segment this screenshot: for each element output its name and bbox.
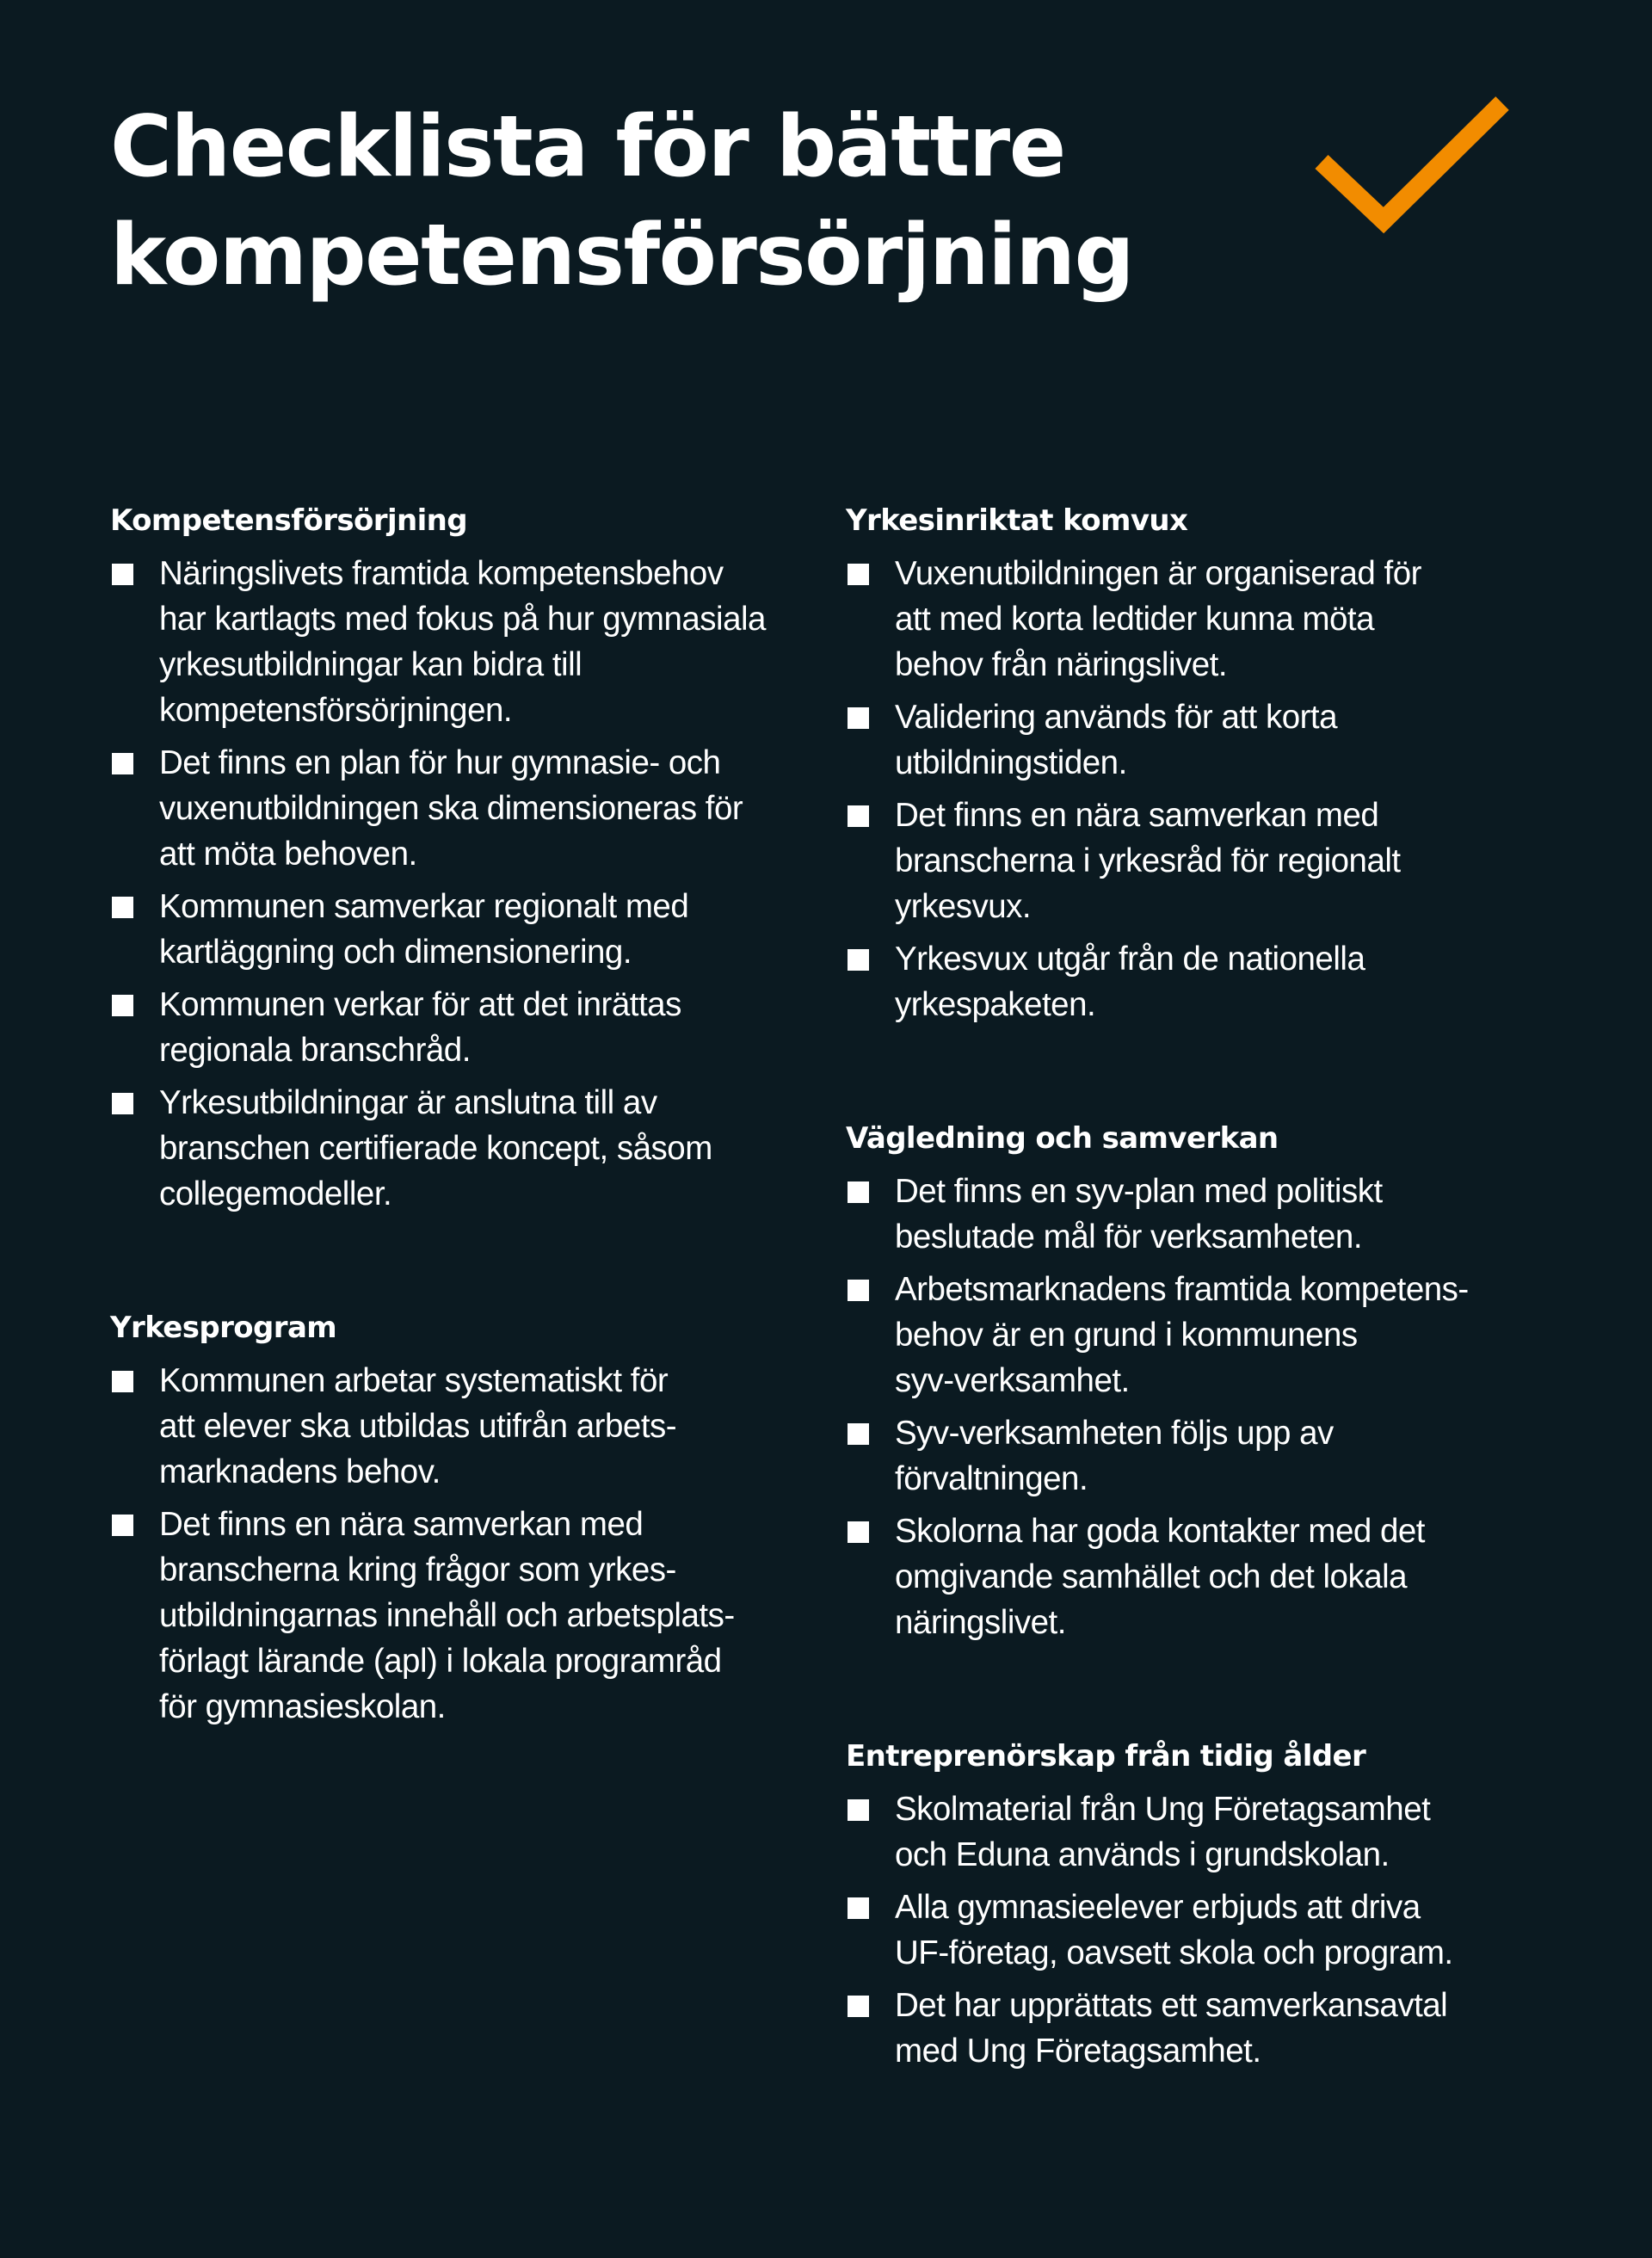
checklist-item-text [895,1786,1517,1878]
section-heading: Kompetensförsörjning [110,503,468,538]
checklist-item-line: branschen certifierade koncept, såsom [159,1130,712,1167]
checklist-item-line: Yrkesvux utgår från de nationella [895,941,1365,978]
checklist-item-line: kompetensförsörjningen. [159,692,513,729]
checkbox-square-icon [848,1423,869,1445]
checklist-item-text [159,1358,798,1495]
checklist-item [110,740,798,877]
checkbox-square-icon [848,949,869,971]
checkbox-square-icon [848,805,869,827]
checklist-item-text [159,1502,798,1730]
checkbox-square-icon [112,1515,133,1536]
checkbox-square-icon [848,1280,869,1301]
checklist-item [846,551,1517,688]
checkmark-stroke [1322,103,1502,220]
checklist-item-text [895,551,1517,688]
checklist-item-text [895,1410,1517,1502]
checklist-item-line: Alla gymnasieelever erbjuds att driva [895,1889,1421,1926]
checkmark-icon [1308,86,1523,258]
checklist-items [846,551,1517,1027]
checkbox-square-icon [112,995,133,1016]
checklist-item [846,1169,1517,1260]
checklist-item-text [895,1885,1517,1976]
checklist-item-line: förlagt lärande (apl) i lokala programråd [159,1643,722,1680]
checkbox-square-icon [848,707,869,729]
checklist-item-text [895,793,1517,929]
checklist-item-line: branscherna i yrkesråd för regionalt [895,842,1401,879]
checklist-item-line: vuxenutbildningen ska dimensioneras för [159,790,743,827]
checklist-item [846,1885,1517,1976]
checklist-item-text [895,1169,1517,1260]
checklist-item [846,1983,1517,2074]
checklist-item-text [159,551,798,733]
checkbox-square-icon [112,897,133,918]
section-heading: Entreprenörskap från tidig ålder [846,1739,1366,1774]
checklist-item-text [895,1983,1517,2074]
checkbox-square-icon [112,564,133,585]
checklist-item-line: och Eduna används i grundskolan. [895,1836,1390,1873]
checklist-item-line: utbildningstiden. [895,744,1127,781]
checkbox-square-icon [112,1371,133,1392]
checklist-item [110,1358,798,1495]
checklist-items [846,1169,1517,1645]
checklist-item-line: yrkespaketen. [895,986,1096,1023]
checklist-item-line: Skolmaterial från Ung Företagsamhet [895,1791,1431,1828]
checklist-item-line: Det finns en nära samverkan med [895,797,1379,834]
checklist-item-line: UF-företag, oavsett skola och program. [895,1934,1453,1971]
title-line-2: kompetensförsörjning [110,207,1134,305]
checklist-items [846,1786,1517,2074]
section-yrkesprogram [110,1305,798,1730]
checklist-item-text [895,936,1517,1027]
checklist-item-line: att möta behoven. [159,836,417,873]
checklist-item [846,694,1517,786]
checklist-item-line: regionala branschråd. [159,1032,471,1069]
checklist-item-line: yrkesvux. [895,888,1032,925]
checklist-item-line: Vuxenutbildningen är organiserad för [895,555,1421,592]
checklist-item-line: att elever ska utbildas utifrån arbets- [159,1408,677,1445]
checklist-item-line: förvaltningen. [895,1460,1088,1497]
checklist-item [846,1410,1517,1502]
checkbox-square-icon [112,753,133,774]
checklist-item-line: syv-verksamhet. [895,1362,1130,1399]
checklist-item-line: Näringslivets framtida kompetensbehov [159,555,724,592]
checklist-items [110,1358,798,1730]
checklist-item-line: Det finns en nära samverkan med [159,1506,644,1543]
checklist-item-line: näringslivet. [895,1604,1066,1641]
checklist-item-line: yrkesutbildningar kan bidra till [159,646,583,683]
checklist-item-line: branscherna kring frågor som yrkes- [159,1552,676,1589]
checkbox-square-icon [848,1181,869,1203]
checklist-item [110,1080,798,1217]
checklist-item-line: kartläggning och dimensionering. [159,934,632,971]
checklist-item-line: collegemodeller. [159,1175,392,1212]
checklist-item-line: Validering används för att korta [895,699,1338,736]
checkbox-square-icon [848,1897,869,1919]
checklist-item [846,936,1517,1027]
checklist-item-line: behov är en grund i kommunens [895,1317,1358,1354]
checklist-item [110,1502,798,1730]
checklist-item-text [895,1508,1517,1645]
checklist-item-line: Det har upprättats ett samverkansavtal [895,1987,1448,2024]
checklist-item-line: för gymnasieskolan. [159,1688,446,1725]
section-vagledning-och-samverkan [846,1115,1517,1645]
checklist-item-text [159,884,798,975]
checklist-item-line: marknadens behov. [159,1453,441,1490]
checklist-item-line: omgivande samhället och det lokala [895,1558,1408,1595]
checklist-item-line: Kommunen arbetar systematiskt för [159,1362,669,1399]
checklist-item-line: Kommunen verkar för att det inrättas [159,986,681,1023]
section-yrkesinriktat-komvux [846,497,1517,1027]
checklist-item [846,1508,1517,1645]
checklist-item-line: Skolorna har goda kontakter med det [895,1513,1426,1550]
section-heading: Yrkesprogram [110,1311,337,1345]
checklist-item-text [159,1080,798,1217]
checklist-item-line: behov från näringslivet. [895,646,1228,683]
checklist-item-text [159,982,798,1073]
checklist-item-line: har kartlagts med fokus på hur gymnasiala [159,601,766,638]
checklist-item-line: med Ung Företagsamhet. [895,2033,1261,2070]
checklist-item-line: Syv-verksamheten följs upp av [895,1415,1334,1452]
checklist-item-line: att med korta ledtider kunna möta [895,601,1375,638]
checkbox-square-icon [848,1996,869,2017]
checklist-item [846,1786,1517,1878]
section-heading: Yrkesinriktat komvux [846,503,1188,538]
checklist-item-text [895,1267,1517,1404]
checklist-item-line: Det finns en plan för hur gymnasie- och [159,744,721,781]
page-title [110,93,1315,310]
checklist-item-line: Kommunen samverkar regionalt med [159,888,689,925]
checkbox-square-icon [848,1521,869,1543]
checklist-item [110,884,798,975]
checklist-item-line: utbildningarnas innehåll och arbetsplats- [159,1597,735,1634]
checklist-item [110,982,798,1073]
checkbox-square-icon [848,1799,869,1821]
section-entreprenorskap [846,1733,1517,2074]
checkbox-square-icon [848,564,869,585]
left-column [110,497,798,1730]
section-kompetensforsorjning [110,497,798,1217]
checklist-item-text [895,694,1517,786]
title-line-1: Checklista för bättre [110,98,1065,196]
checklist-item [846,1267,1517,1404]
section-heading: Vägledning och samverkan [846,1121,1279,1156]
checklist-item-line: Yrkesutbildningar är anslutna till av [159,1084,657,1121]
checklist-item [846,793,1517,929]
checkbox-square-icon [112,1093,133,1114]
checklist-item [110,551,798,733]
checklist-item-line: Arbetsmarknadens framtida kompetens- [895,1271,1469,1308]
right-column [846,497,1517,2074]
checklist-item-text [159,740,798,877]
checklist-item-line: Det finns en syv-plan med politiskt [895,1173,1383,1210]
checklist-items [110,551,798,1217]
checklist-item-line: beslutade mål för verksamheten. [895,1218,1363,1255]
